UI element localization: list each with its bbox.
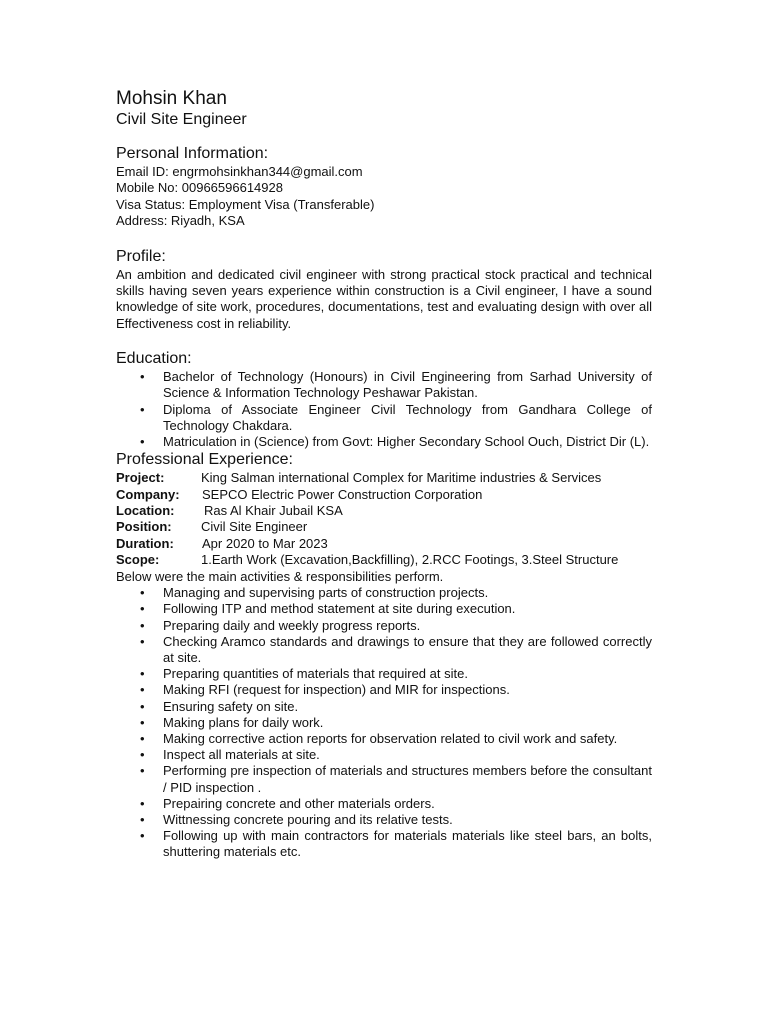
responsibility-item: • Managing and supervising parts of construction projects. <box>116 585 652 601</box>
address-line: Address: Riyadh, KSA <box>116 213 245 229</box>
responsibility-item: • Making corrective action reports for observation related to civil work and safety. <box>116 731 652 747</box>
duration-label: Duration: <box>116 535 174 551</box>
project-row <box>116 470 652 486</box>
position-value: Civil Site Engineer <box>201 519 308 535</box>
resume-page <box>116 88 652 861</box>
responsibility-item: • Inspect all materials at site. <box>116 747 652 763</box>
responsibility-item: • Prepairing concrete and other materials orders. <box>116 796 652 812</box>
location-label: Location: <box>116 503 175 519</box>
project-value: King Salman international Complex for Maritime industries & Services <box>201 470 602 486</box>
responsibility-item: • Preparing quantities of materials that required at site. <box>116 666 652 682</box>
responsibilities-intro: Below were the main activities & responsibilities perform. <box>116 568 444 584</box>
scope-row <box>116 552 652 568</box>
email-line: Email ID: engrmohsinkhan344@gmail.com <box>116 164 363 179</box>
responsibility-item: • Checking Aramco standards and drawings to ensure that they are followed correctly at site. <box>116 634 652 666</box>
project-label: Project: <box>116 470 165 486</box>
location-row <box>116 503 652 519</box>
duration-value: Apr 2020 to Mar 2023 <box>202 535 328 551</box>
profile-text: An ambition and dedicated civil engineer with strong practical stock practical and technical skills having seven years experience within construction is a Civil engineer, I have a sound knowledge of site work, procedures, documentations, test and evaluating design with over all Effectiveness cost in reliability. <box>116 266 652 331</box>
education-item: • Diploma of Associate Engineer Civil Technology from Gandhara College of Technology Chakdara. <box>116 402 652 434</box>
responsibility-item: • Making plans for daily work. <box>116 715 652 731</box>
education-item: • Bachelor of Technology (Honours) in Civil Engineering from Sarhad University of Science & Information Technology Peshawar Pakistan. <box>116 369 652 401</box>
responsibility-item: • Following ITP and method statement at site during execution. <box>116 601 652 617</box>
mobile-line: Mobile No: 00966596614928 <box>116 180 283 196</box>
responsibility-item: • Following up with main contractors for materials materials like steel bars, an bolts, shuttering materials etc. <box>116 828 652 860</box>
scope-label: Scope: <box>116 552 160 568</box>
responsibility-item: • Making RFI (request for inspection) and MIR for inspections. <box>116 682 652 698</box>
position-row <box>116 519 652 535</box>
education-heading: Education: <box>116 350 192 368</box>
responsibility-item: • Wittnessing concrete pouring and its relative tests. <box>116 812 652 828</box>
education-item: • Matriculation in (Science) from Govt: Higher Secondary School Ouch, District Dir (L). <box>116 434 652 450</box>
experience-heading: Professional Experience: <box>116 451 293 469</box>
scope-value: 1.Earth Work (Excavation,Backfilling), 2.RCC Footings, 3.Steel Structure <box>201 552 619 568</box>
visa-line: Visa Status: Employment Visa (Transferable) <box>116 196 375 212</box>
responsibility-item: • Ensuring safety on site. <box>116 699 652 715</box>
company-value: SEPCO Electric Power Construction Corporation <box>202 486 483 502</box>
profile-heading: Profile: <box>116 247 166 265</box>
candidate-title: Civil Site Engineer <box>116 111 247 128</box>
duration-row <box>116 536 652 552</box>
position-label: Position: <box>116 519 172 535</box>
personal-info-heading: Personal Information: <box>116 145 269 162</box>
experience-details <box>116 470 652 585</box>
location-value: Ras Al Khair Jubail KSA <box>204 503 343 519</box>
responsibility-item: • Preparing daily and weekly progress reports. <box>116 618 652 634</box>
education-list <box>116 369 652 450</box>
responsibility-item: • Performing pre inspection of materials and structures members before the consultant / PID inspection . <box>116 763 652 795</box>
company-row <box>116 487 652 503</box>
responsibilities-list <box>116 585 652 860</box>
company-label: Company: <box>116 486 180 502</box>
personal-info-block <box>116 164 652 230</box>
candidate-name: Mohsin Khan <box>116 88 227 109</box>
